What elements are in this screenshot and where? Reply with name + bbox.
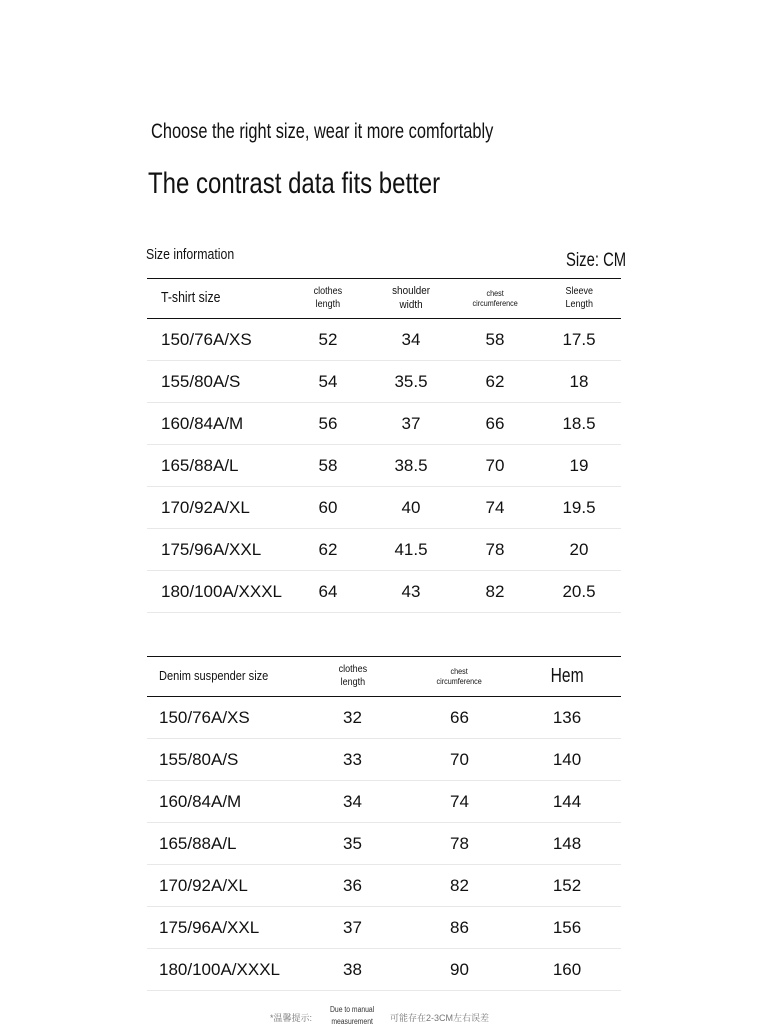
subtitle: Choose the right size, wear it more comfortably: [151, 120, 494, 143]
value-cell: 156: [552, 918, 582, 937]
value-cell: 78: [450, 834, 469, 853]
table-row: [147, 865, 621, 907]
value-cell: 18.5: [562, 414, 596, 433]
value-cell: 62: [485, 372, 505, 391]
footnote-middle: Due to manual measurement: [330, 1005, 375, 1026]
table-row: [147, 445, 621, 487]
size-label-cell: 150/76A/XS: [161, 330, 252, 349]
size-unit-label: Size: CM: [566, 250, 627, 271]
table-row: [147, 361, 621, 403]
header-cell: [161, 279, 311, 318]
value-cell: 56: [318, 414, 338, 433]
value-cell: 17.5: [562, 330, 596, 349]
size-label-cell: 155/80A/S: [159, 750, 239, 769]
table-row: [147, 781, 621, 823]
size-info-label: Size information: [146, 246, 235, 263]
value-cell: 136: [552, 708, 582, 727]
value-cell: 82: [450, 876, 469, 895]
value-cell: 19.5: [562, 498, 596, 517]
table-header: [147, 278, 621, 319]
value-cell: 32: [343, 708, 362, 727]
footnote-suffix: 可能存在2-3CM左右误差: [390, 1013, 490, 1023]
size-label-cell: 165/88A/L: [159, 834, 237, 853]
value-cell: 52: [318, 330, 338, 349]
table-row: [147, 571, 621, 613]
value-cell: 144: [552, 792, 582, 811]
header-cell: [527, 657, 607, 696]
value-cell: 64: [318, 582, 338, 601]
size-label-cell: 160/84A/M: [161, 414, 244, 433]
header-label: Hem: [550, 665, 584, 687]
header-label: Denim suspender size: [159, 668, 269, 684]
value-cell: 34: [343, 792, 362, 811]
footnote-prefix: *温馨提示:: [270, 1013, 313, 1023]
table-body: [147, 319, 621, 613]
value-cell: 90: [450, 960, 469, 979]
size-label-cell: 165/88A/L: [161, 456, 239, 475]
header-cell: [375, 279, 447, 318]
value-cell: 74: [485, 498, 505, 517]
table-row: [147, 319, 621, 361]
footnote: [270, 1003, 510, 1025]
page-title: The contrast data fits better: [148, 167, 441, 200]
table-row: [147, 949, 621, 991]
value-cell: 70: [450, 750, 469, 769]
size-label-cell: 150/76A/XS: [159, 708, 250, 727]
tshirt-size-table: [147, 278, 621, 613]
value-cell: 33: [343, 750, 362, 769]
value-cell: 160: [552, 960, 582, 979]
header-label: T-shirt size: [161, 289, 221, 307]
value-cell: 82: [485, 582, 505, 601]
value-cell: 20.5: [562, 582, 596, 601]
size-label-cell: 170/92A/XL: [161, 498, 250, 517]
value-cell: 86: [450, 918, 469, 937]
value-cell: 54: [318, 372, 338, 391]
value-cell: 43: [401, 582, 421, 601]
value-cell: 58: [318, 456, 338, 475]
table-row: [147, 487, 621, 529]
header-cell: [292, 279, 364, 318]
size-label-cell: 180/100A/XXXL: [161, 582, 282, 601]
size-label-cell: 155/80A/S: [161, 372, 241, 391]
header-cell: [417, 657, 502, 696]
value-cell: 38: [343, 960, 362, 979]
table-row: [147, 907, 621, 949]
table-header: [147, 656, 621, 697]
value-cell: 66: [485, 414, 505, 433]
value-cell: 140: [552, 750, 582, 769]
header-label: clothes length: [313, 286, 343, 310]
size-label-cell: 175/96A/XXL: [161, 540, 262, 559]
value-cell: 60: [318, 498, 338, 517]
header-label: Sleeve Length: [565, 286, 593, 310]
size-label-cell: 180/100A/XXXL: [159, 960, 280, 979]
size-label-cell: 175/96A/XXL: [159, 918, 260, 937]
value-cell: 41.5: [394, 540, 428, 559]
size-label-cell: 160/84A/M: [159, 792, 242, 811]
value-cell: 35.5: [394, 372, 428, 391]
value-cell: 20: [569, 540, 589, 559]
value-cell: 40: [401, 498, 421, 517]
table-row: [147, 823, 621, 865]
size-label-cell: 170/92A/XL: [159, 876, 248, 895]
table-body: [147, 697, 621, 991]
value-cell: 58: [485, 330, 505, 349]
table-row: [147, 403, 621, 445]
value-cell: 148: [552, 834, 582, 853]
header-cell: [542, 279, 616, 318]
value-cell: 38.5: [394, 456, 428, 475]
header-label: shoulder width: [392, 284, 430, 311]
value-cell: 19: [569, 456, 589, 475]
value-cell: 152: [552, 876, 582, 895]
header-cell: [159, 657, 319, 696]
header-cell: [455, 279, 535, 318]
value-cell: 66: [450, 708, 469, 727]
value-cell: 36: [343, 876, 362, 895]
header-label: chest circumference: [436, 666, 483, 686]
table-row: [147, 739, 621, 781]
value-cell: 35: [343, 834, 362, 853]
table-row: [147, 529, 621, 571]
value-cell: 70: [485, 456, 505, 475]
value-cell: 62: [318, 540, 338, 559]
value-cell: 18: [569, 372, 589, 391]
header-label: chest circumference: [472, 288, 518, 308]
table-row: [147, 697, 621, 739]
header-cell: [315, 657, 390, 696]
value-cell: 78: [485, 540, 505, 559]
denim-size-table: [147, 656, 621, 991]
value-cell: 37: [343, 918, 362, 937]
value-cell: 74: [450, 792, 469, 811]
value-cell: 37: [401, 414, 421, 433]
header-label: clothes length: [338, 664, 367, 688]
value-cell: 34: [401, 330, 421, 349]
